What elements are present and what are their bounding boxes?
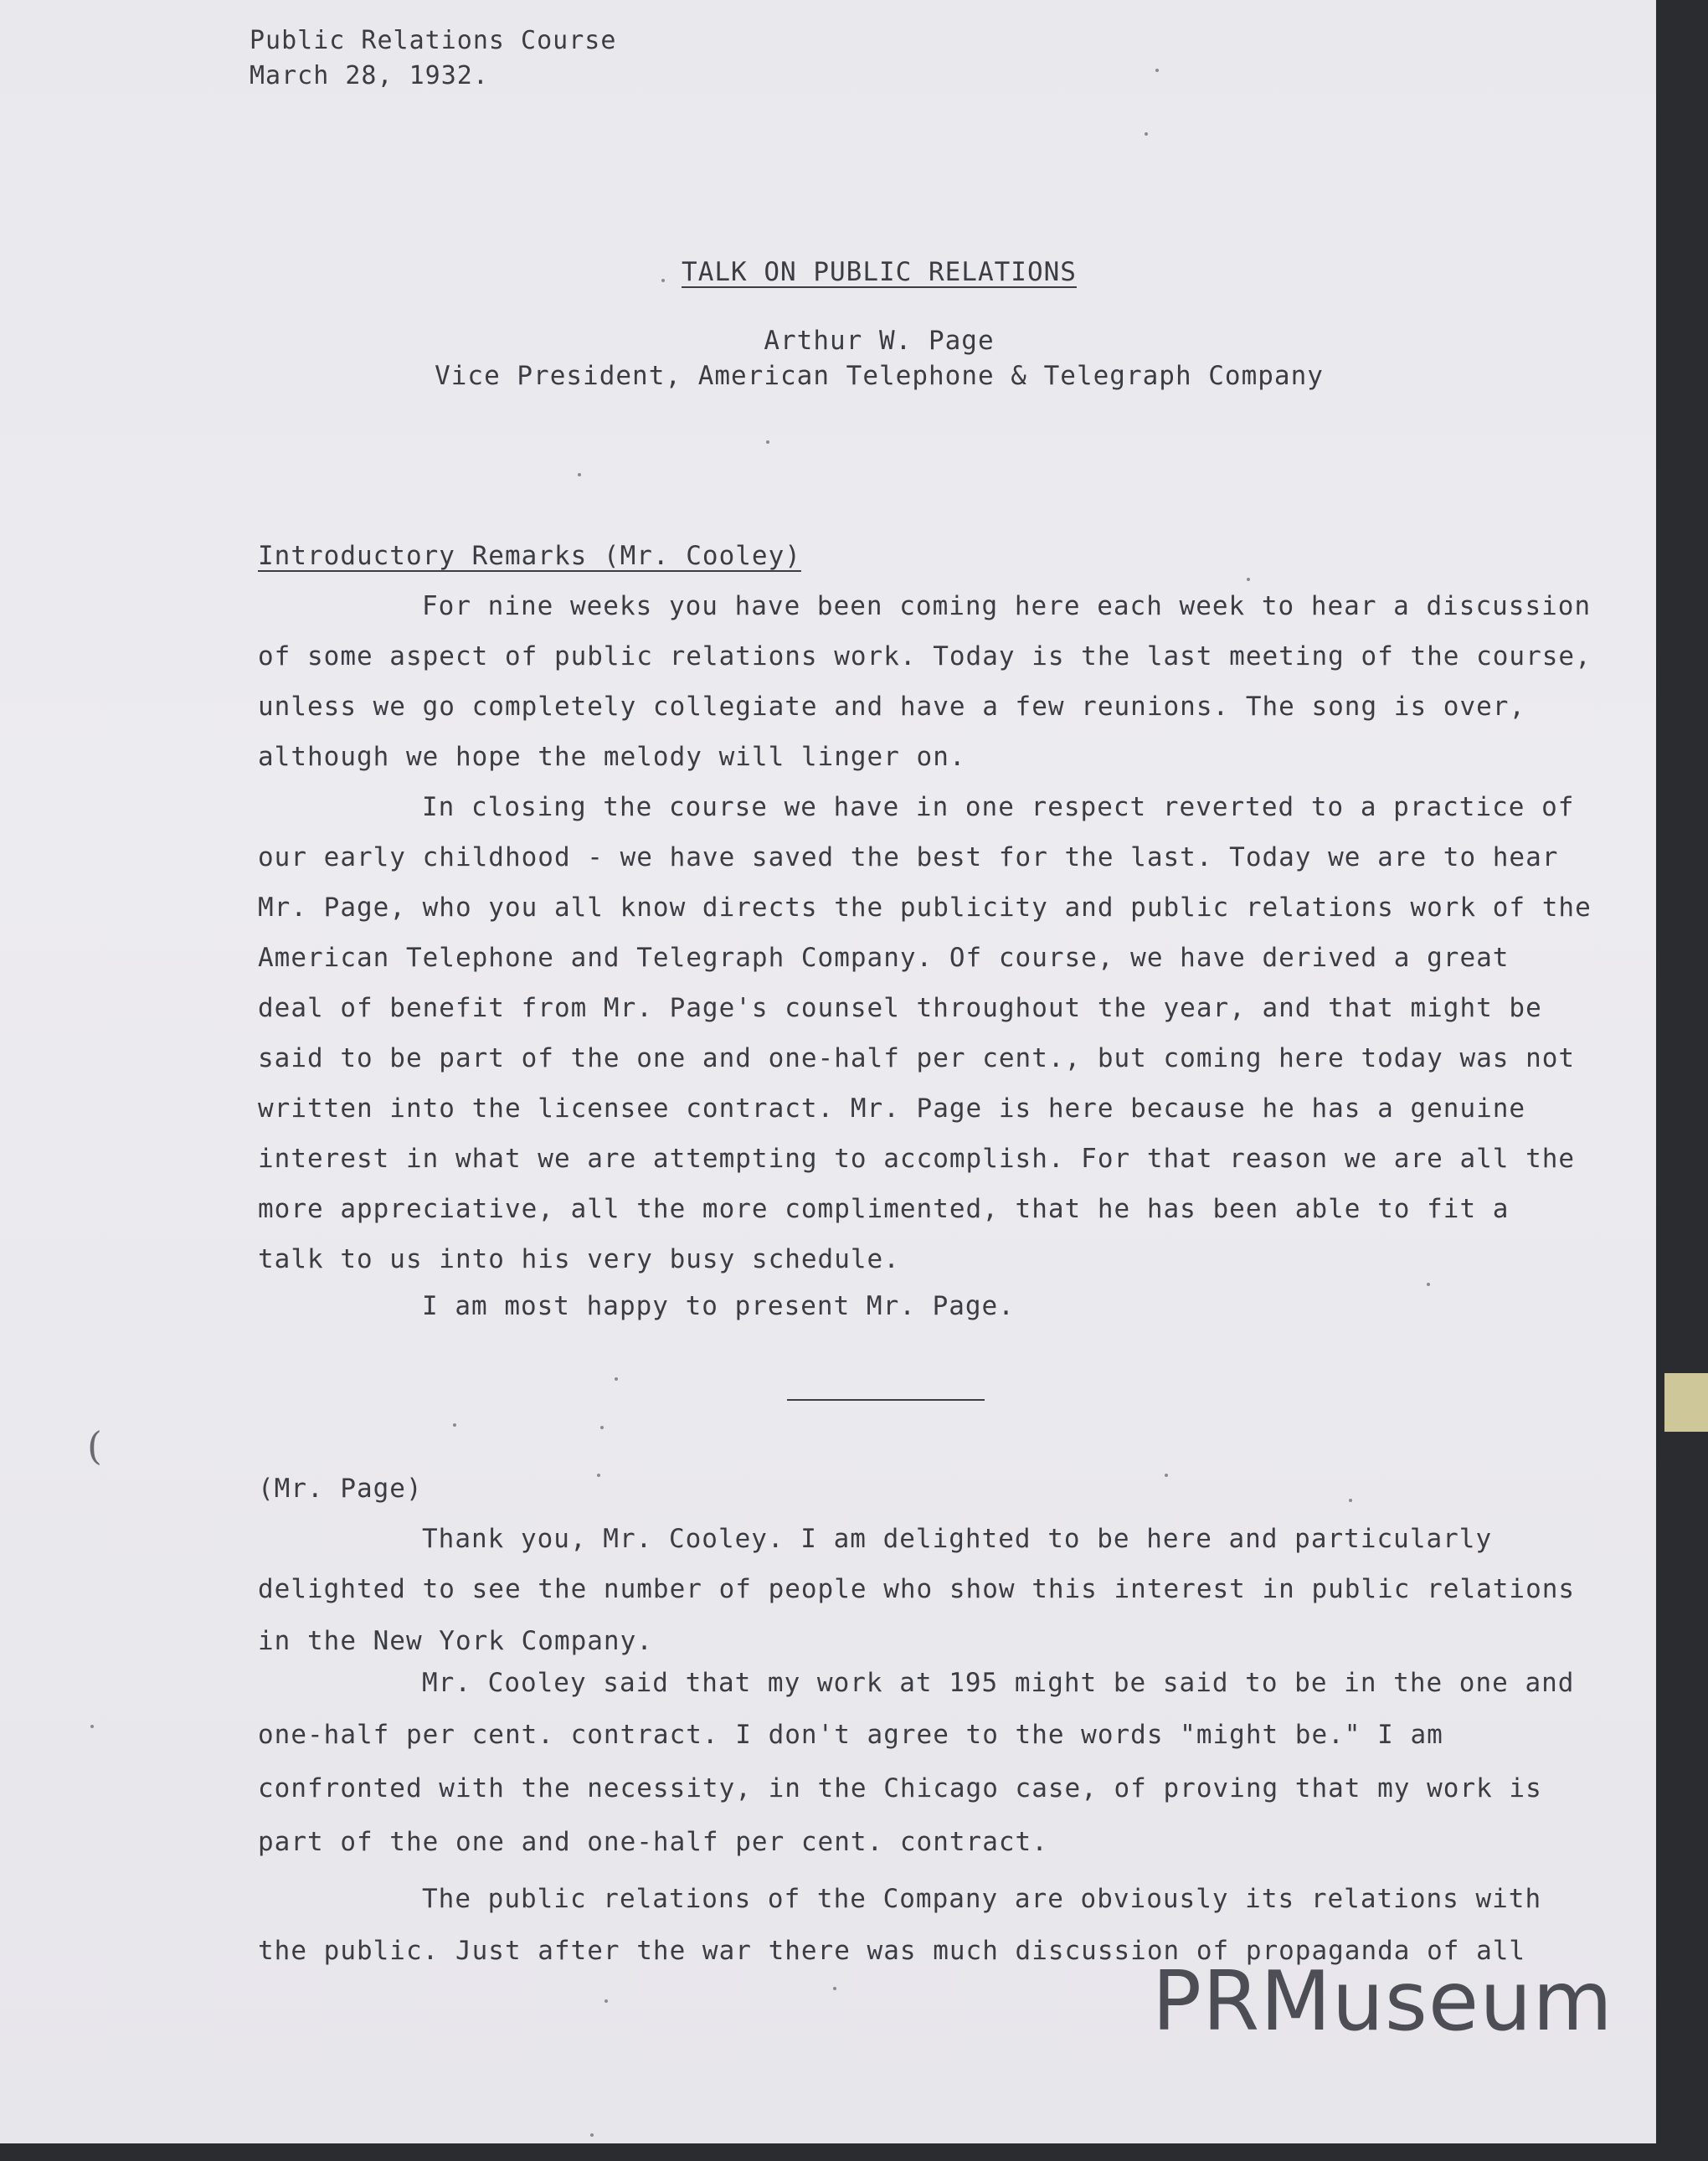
page-tab-marker xyxy=(1664,1373,1708,1432)
talk-line: part of the one and one-half per cent. contract. xyxy=(258,1827,1048,1857)
speaker-name: Arthur W. Page xyxy=(764,326,995,356)
prmuseum-watermark: PRMuseum xyxy=(1152,1954,1613,2050)
intro-line: written into the licensee contract. Mr. Page is here because he has a genuine xyxy=(258,1093,1526,1124)
margin-mark: ( xyxy=(87,1423,102,1469)
intro-heading: Introductory Remarks (Mr. Cooley) xyxy=(258,541,801,571)
scan-border-right xyxy=(1656,0,1708,2161)
paper-speck xyxy=(766,440,769,444)
intro-line: In closing the course we have in one respect reverted to a practice of xyxy=(422,792,1575,822)
paper-speck xyxy=(833,1987,836,1990)
course-name: Public Relations Course xyxy=(250,26,617,55)
intro-line: talk to us into his very busy schedule. xyxy=(258,1244,900,1274)
talk-line: one-half per cent. contract. I don't agree to the words "might be." I am xyxy=(258,1720,1443,1750)
paper-speck xyxy=(1427,1283,1430,1286)
intro-line: of some aspect of public relations work. Today is the last meeting of the course, xyxy=(258,641,1592,671)
intro-line: unless we go completely collegiate and have a few reunions. The song is over, xyxy=(258,692,1526,722)
talk-line: Thank you, Mr. Cooley. I am delighted to be here and particularly xyxy=(422,1524,1493,1554)
intro-line: said to be part of the one and one-half per cent., but coming here today was not xyxy=(258,1043,1576,1073)
intro-line: although we hope the melody will linger on. xyxy=(258,742,966,772)
paper-speck xyxy=(590,2133,594,2137)
talk-line: confronted with the necessity, in the Chicago case, of proving that my work is xyxy=(258,1773,1542,1803)
paper-speck xyxy=(1165,1474,1168,1477)
talk-line: the public. Just after the war there was much discussion of propaganda of all xyxy=(258,1936,1526,1966)
paper-speck xyxy=(1145,132,1148,136)
talk-line: The public relations of the Company are obviously its relations with xyxy=(422,1884,1542,1914)
intro-line: more appreciative, all the more complimented, that he has been able to fit a xyxy=(258,1194,1510,1224)
intro-line: our early childhood - we have saved the best for the last. Today we are to hear xyxy=(258,842,1559,872)
talk-line: in the New York Company. xyxy=(258,1626,653,1656)
paper-speck xyxy=(578,473,581,476)
paper-speck xyxy=(597,1474,600,1477)
intro-line: interest in what we are attempting to accomplish. For that reason we are all the xyxy=(258,1144,1576,1174)
paper-speck xyxy=(615,1377,618,1381)
paper-speck xyxy=(1247,578,1250,581)
intro-line: American Telephone and Telegraph Company. Of course, we have derived a great xyxy=(258,943,1510,973)
section-divider xyxy=(787,1399,985,1401)
paper-speck xyxy=(604,1999,608,2003)
speaker-position: Vice President, American Telephone & Telegraph Company xyxy=(435,361,1324,391)
paper-speck xyxy=(661,279,665,282)
scan-border-bottom xyxy=(0,2143,1708,2161)
talk-line: delighted to see the number of people who show this interest in public relations xyxy=(258,1574,1576,1604)
intro-line: Mr. Page, who you all know directs the publicity and public relations work of the xyxy=(258,893,1592,923)
document-date: March 28, 1932. xyxy=(250,61,489,90)
paper-speck xyxy=(600,1426,604,1429)
paper-speck xyxy=(90,1725,94,1728)
paper-speck xyxy=(1155,69,1159,72)
intro-line: I am most happy to present Mr. Page. xyxy=(422,1291,1015,1321)
paper-speck xyxy=(1349,1499,1352,1502)
document-title: TALK ON PUBLIC RELATIONS xyxy=(682,257,1077,287)
intro-line: For nine weeks you have been coming here each week to hear a discussion xyxy=(422,591,1592,621)
paper-speck xyxy=(453,1423,456,1427)
talk-line: Mr. Cooley said that my work at 195 might be said to be in the one and xyxy=(422,1668,1575,1698)
intro-line: deal of benefit from Mr. Page's counsel throughout the year, and that might be xyxy=(258,993,1542,1023)
talk-heading: (Mr. Page) xyxy=(258,1474,423,1504)
